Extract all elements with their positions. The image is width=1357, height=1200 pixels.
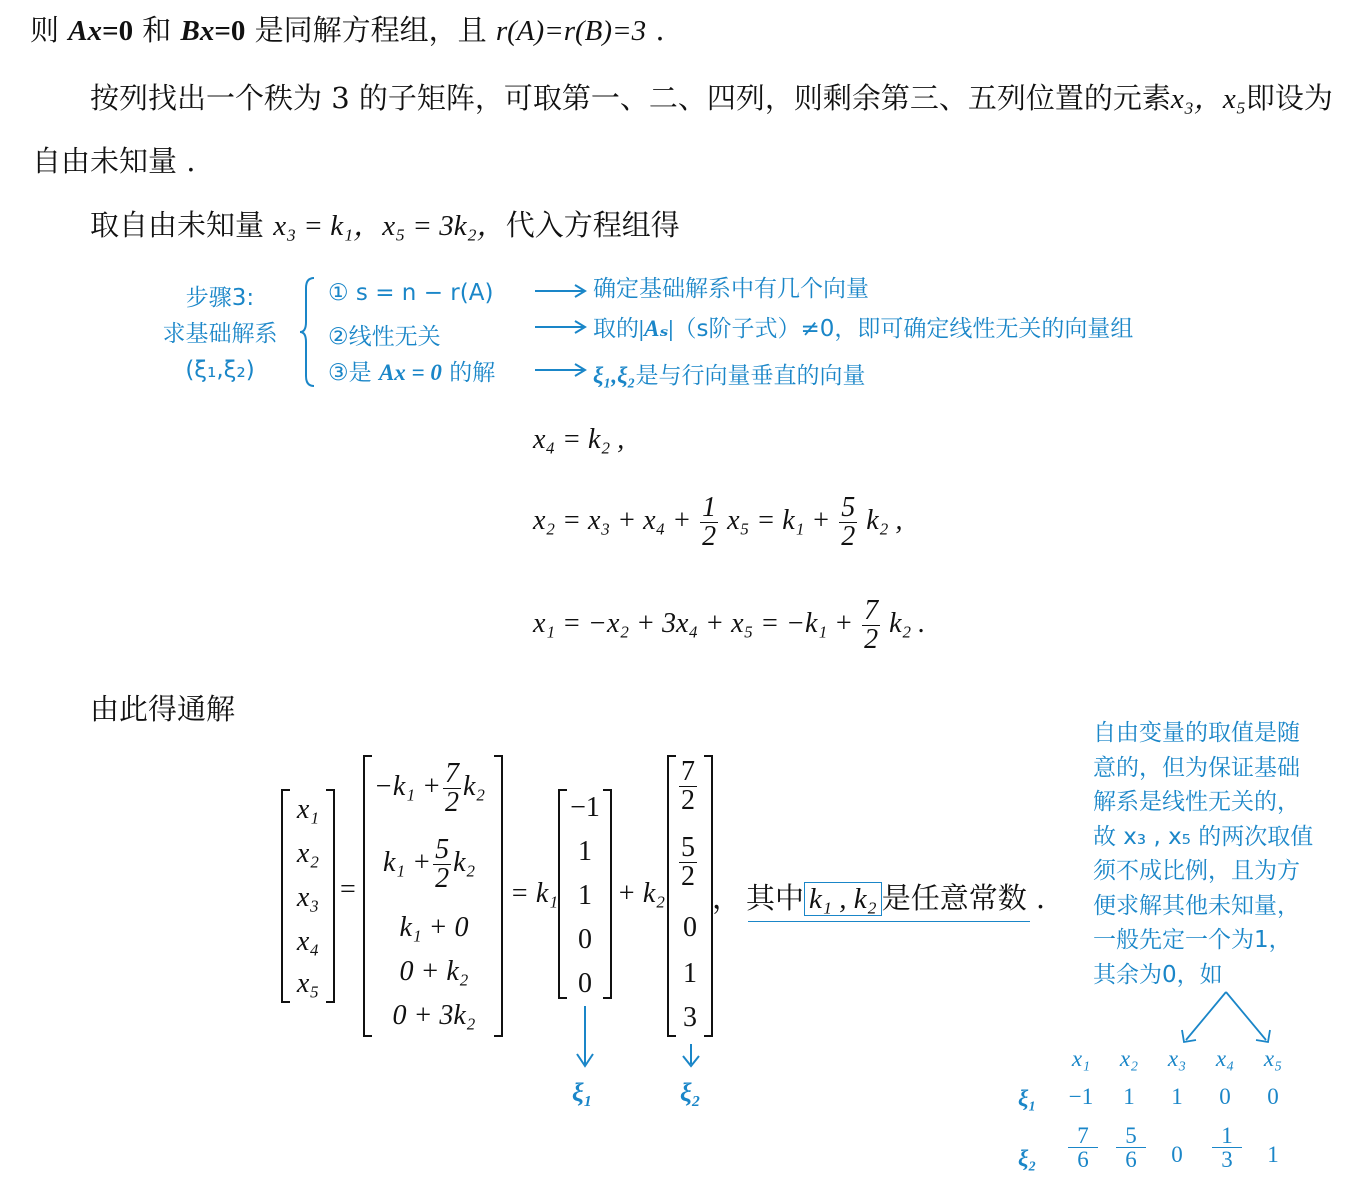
x-vector [285, 790, 331, 1002]
x-cell: x₂ [296, 838, 320, 869]
math-bx: Bx [180, 15, 215, 47]
arrow-right-icon [533, 361, 589, 379]
math: ξ₁,ξ₂ [593, 363, 636, 388]
note-line: 故 x₃ , x₅ 的两次取值 [1093, 823, 1314, 850]
equals-k1: = k₁ [510, 878, 559, 909]
text-line-5: 由此得通解 [90, 692, 236, 726]
text: k₂ , [866, 504, 903, 536]
td: 1 [1123, 1084, 1135, 1109]
math-zero: =0 [214, 15, 246, 47]
x-cell: x₃ [296, 882, 320, 913]
fraction [679, 758, 697, 815]
equation-3 [533, 597, 925, 654]
th: x₂ [1119, 1046, 1139, 1071]
text: −k₁ + [374, 770, 441, 802]
x-cell: x₄ [296, 926, 320, 957]
note-line: 一般先定一个为1， [1093, 927, 1292, 953]
th: x₄ [1215, 1046, 1235, 1071]
k-cell: k₁ + 0 [399, 912, 469, 943]
text: x₁ = −x₂ + 3x₄ + x₅ = −k₁ + [533, 607, 854, 639]
num: 5 [435, 834, 450, 865]
fraction [862, 597, 880, 654]
arrow-down-icon [574, 1004, 596, 1068]
den: 2 [702, 521, 717, 552]
text: k₁ + [383, 846, 432, 878]
constant-note [746, 876, 1045, 917]
table-row [1062, 1124, 1302, 1190]
text: 按列找出一个秩为 3 的子矩阵，可取第一、二、四列，则剩余第三、五列位置的元素 [90, 81, 1171, 115]
den: 6 [1077, 1147, 1089, 1172]
text: 即设为 [1245, 81, 1333, 115]
text: 取的 [593, 316, 639, 342]
note-line: 便求解其他未知量， [1093, 892, 1300, 919]
td: 0 [1171, 1142, 1183, 1167]
step-item-1: ① s = n − r(A) [328, 280, 494, 306]
num: 7 [681, 756, 695, 787]
den: 2 [864, 624, 879, 655]
math-zero: =0 [102, 15, 134, 47]
text: 取自由未知量 [90, 208, 274, 242]
equation-1: x₄ = k₂ , [533, 424, 625, 455]
num: 7 [444, 758, 459, 789]
text: 是同解方程组，且 [245, 13, 496, 47]
xi2-label: ξ₂ [680, 1078, 701, 1107]
den: 2 [435, 863, 450, 894]
den: 2 [841, 521, 856, 552]
xi1-cell: 1 [578, 836, 592, 867]
num: 5 [1116, 1124, 1146, 1148]
step-item-2: ②线性无关 [328, 324, 441, 350]
den: 6 [1125, 1147, 1137, 1172]
text: 是任意常数 . [881, 881, 1046, 915]
den: 2 [681, 861, 695, 892]
arrow-right-icon [533, 282, 589, 300]
k-cell: 0 + 3k₂ [392, 1000, 476, 1031]
num: 7 [1068, 1124, 1098, 1148]
text: 则 [30, 13, 69, 47]
fraction [679, 834, 697, 891]
matrix-rest [370, 910, 498, 1040]
math-assign: x₃ = k₁，x₅ = 3k₂， [273, 210, 506, 242]
td: 0 [1267, 1084, 1279, 1109]
boxed-constants: k₁ , k₂ [804, 882, 882, 916]
fraction [839, 494, 857, 551]
side-note [1093, 716, 1313, 992]
xi1-cell: 1 [578, 880, 592, 911]
text: 的解 [441, 360, 496, 386]
note-line: 须不成比例，且为方 [1093, 858, 1300, 884]
row-label: ξ₁ [1018, 1086, 1037, 1111]
num: 5 [841, 492, 856, 523]
text-line-2 [90, 76, 1333, 117]
step-label-3: (ξ₁,ξ₂) [185, 357, 255, 383]
xi1-cell: 0 [578, 924, 592, 955]
arrow-down-icon [680, 1042, 702, 1068]
note-line: 其余为0，如 [1093, 961, 1223, 988]
plus-k2: + k₂ [617, 878, 666, 909]
note-line: 意的，但为保证基础 [1093, 754, 1300, 781]
underline [748, 921, 1030, 922]
xi2-cell: 1 [683, 958, 697, 989]
fraction [1116, 1124, 1146, 1171]
step-label-2: 求基础解系 [162, 321, 278, 347]
note-line: 自由变量的取值是随 [1093, 720, 1300, 746]
math-rank: r(A)=r(B)=3 [495, 15, 647, 47]
num: 7 [864, 595, 879, 626]
td: −1 [1068, 1084, 1094, 1109]
xi2-cell: 0 [683, 912, 697, 943]
text: x₂ = x₃ + x₄ + [533, 504, 692, 536]
fork-arrow-icon [1178, 990, 1274, 1046]
xi1-cell: −1 [570, 792, 600, 823]
math-ax: Ax [68, 15, 103, 47]
brace-icon [298, 276, 318, 388]
table-row [1062, 1084, 1302, 1114]
step-label [150, 280, 290, 388]
text: k₂ [462, 770, 486, 802]
x-cell: x₅ [296, 968, 320, 999]
text: （s阶子式）≠0，即可确定线性无关的向量组 [673, 316, 1134, 342]
xi2-frac-2 [677, 834, 699, 891]
k-cell: 0 + k₂ [399, 956, 469, 987]
equation-2 [533, 494, 902, 551]
fraction [1068, 1124, 1098, 1171]
arrow-right-icon [533, 318, 589, 336]
math: Ax = 0 [378, 360, 442, 385]
num: 1 [702, 492, 717, 523]
th: x₅ [1263, 1046, 1283, 1071]
text: ③是 [328, 360, 379, 386]
math-vars: x₃，x₅ [1170, 83, 1246, 115]
text-line-1 [30, 8, 665, 49]
matrix-row-1 [374, 760, 485, 817]
text: k₂ [453, 846, 476, 878]
text: 其中 [746, 881, 805, 915]
text-line-4 [90, 203, 680, 244]
step-desc-3 [593, 357, 865, 390]
th: x₃ [1167, 1046, 1187, 1071]
xi1-label: ξ₁ [572, 1078, 593, 1107]
th: x₁ [1071, 1046, 1091, 1071]
fraction [700, 494, 718, 551]
text: k₂ . [889, 607, 926, 639]
num: 1 [1212, 1124, 1242, 1148]
text: x₅ = k₁ + [727, 504, 831, 536]
fraction [433, 836, 451, 893]
xi1-cell: 0 [578, 968, 592, 999]
equals-sign: = [340, 874, 356, 905]
step-item-3 [328, 354, 495, 387]
text: . [646, 13, 665, 47]
comma: ， [712, 881, 742, 915]
step-label-1: 步骤3: [185, 285, 255, 311]
den: 2 [444, 787, 459, 818]
text-line-3: 自由未知量 . [32, 144, 196, 178]
table-header [1062, 1046, 1302, 1076]
text: 和 [133, 13, 181, 47]
den: 2 [681, 785, 695, 816]
note-line: 解系是线性无关的， [1093, 789, 1300, 815]
text: 代入方程组得 [505, 208, 680, 242]
xi1-vector [562, 790, 608, 1000]
fraction [443, 760, 461, 817]
xi2-vector [670, 912, 710, 1038]
xi2-frac-1 [677, 758, 699, 815]
row-label: ξ₂ [1018, 1146, 1037, 1171]
fraction [1212, 1124, 1242, 1171]
x-cell: x₁ [296, 794, 320, 825]
math: |Aₛ| [639, 316, 674, 341]
td: 1 [1171, 1084, 1183, 1109]
matrix-row-2 [383, 836, 475, 893]
num: 5 [681, 832, 695, 863]
td: 1 [1267, 1142, 1279, 1167]
step-desc-1: 确定基础解系中有几个向量 [593, 276, 869, 302]
xi2-cell: 3 [683, 1002, 697, 1033]
text: 是与行向量垂直的向量 [635, 363, 866, 389]
step-desc-2 [593, 310, 1133, 343]
td: 0 [1219, 1084, 1231, 1109]
den: 3 [1221, 1147, 1233, 1172]
